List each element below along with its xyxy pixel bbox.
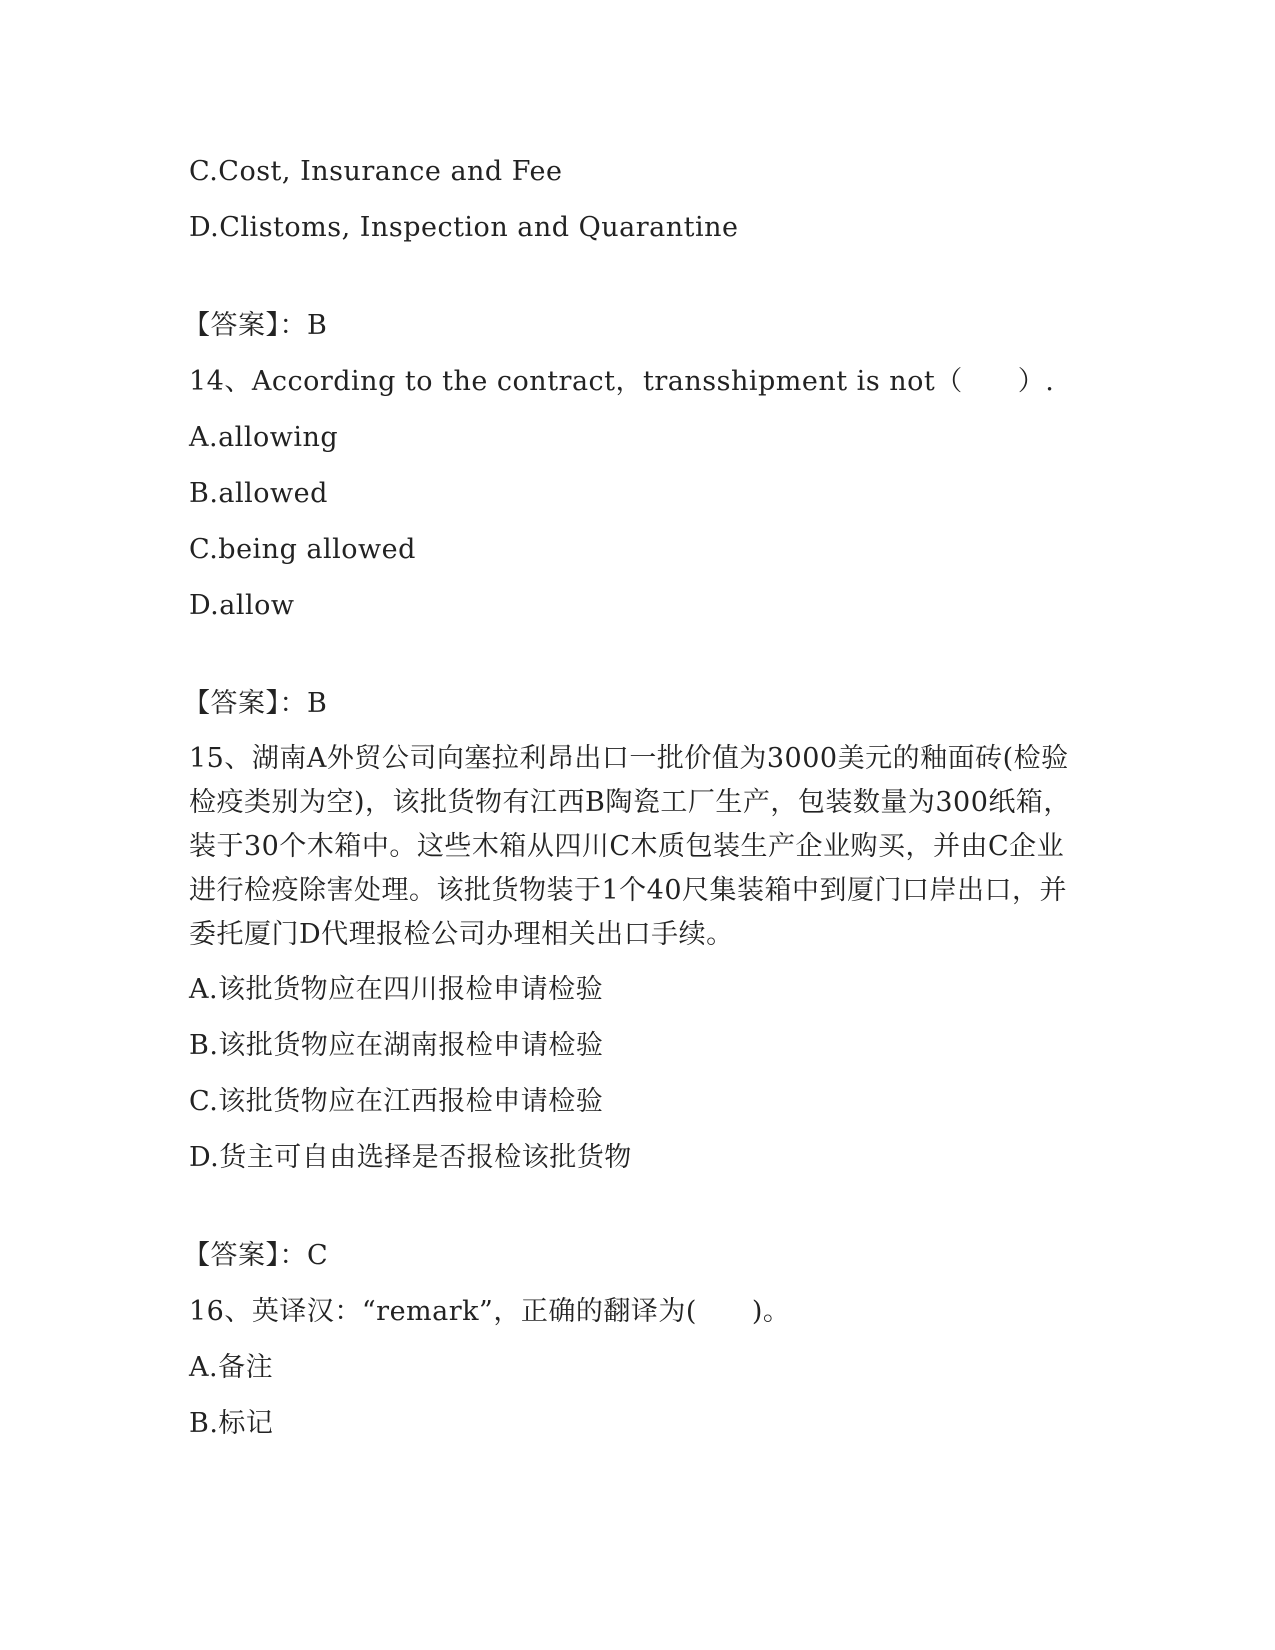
q15-question: 15、湖南A外贸公司向塞拉利昂出口一批价值为3000美元的釉面砖(检验检疫类别为空)，该批货物有江西B陶瓷工厂生产，包装数量为300纸箱，装于30个木箱中。这些木箱从四川C木质包装生产企业购买，并由C企业进行检疫除害处理。该批货物装于1个40尺集装箱中到厦门口岸出口，并委托厦门D代理报检公司办理相关出口手续。 xyxy=(189,743,1071,950)
q14-option-a: A.allowing xyxy=(189,422,339,453)
q15-answer: 【答案】：C xyxy=(183,1240,329,1271)
q16-question: 16、英译汉：“remark”，正确的翻译为( )。 xyxy=(189,1296,791,1327)
q13-option-d: D.Clistoms, Inspection and Quarantine xyxy=(189,212,739,243)
q15-option-d: D.货主可自由选择是否报检该批货物 xyxy=(189,1142,632,1173)
q16-option-b: B.标记 xyxy=(189,1408,274,1439)
q14-question: 14、According to the contract，transshipment is not（ ）. xyxy=(189,366,1055,397)
q14-option-b: B.allowed xyxy=(189,478,328,509)
q15-option-a: A.该批货物应在四川报检申请检验 xyxy=(189,974,604,1005)
q16-option-a: A.备注 xyxy=(189,1352,274,1383)
q15-option-b: B.该批货物应在湖南报检申请检验 xyxy=(189,1030,604,1061)
q14-option-d: D.allow xyxy=(189,590,295,621)
q13-answer: 【答案】：B xyxy=(183,310,328,341)
q15-option-c: C.该批货物应在江西报检申请检验 xyxy=(189,1086,604,1117)
q13-option-c: C.Cost, Insurance and Fee xyxy=(189,156,563,187)
q14-option-c: C.being allowed xyxy=(189,534,416,565)
q14-answer: 【答案】：B xyxy=(183,688,328,719)
